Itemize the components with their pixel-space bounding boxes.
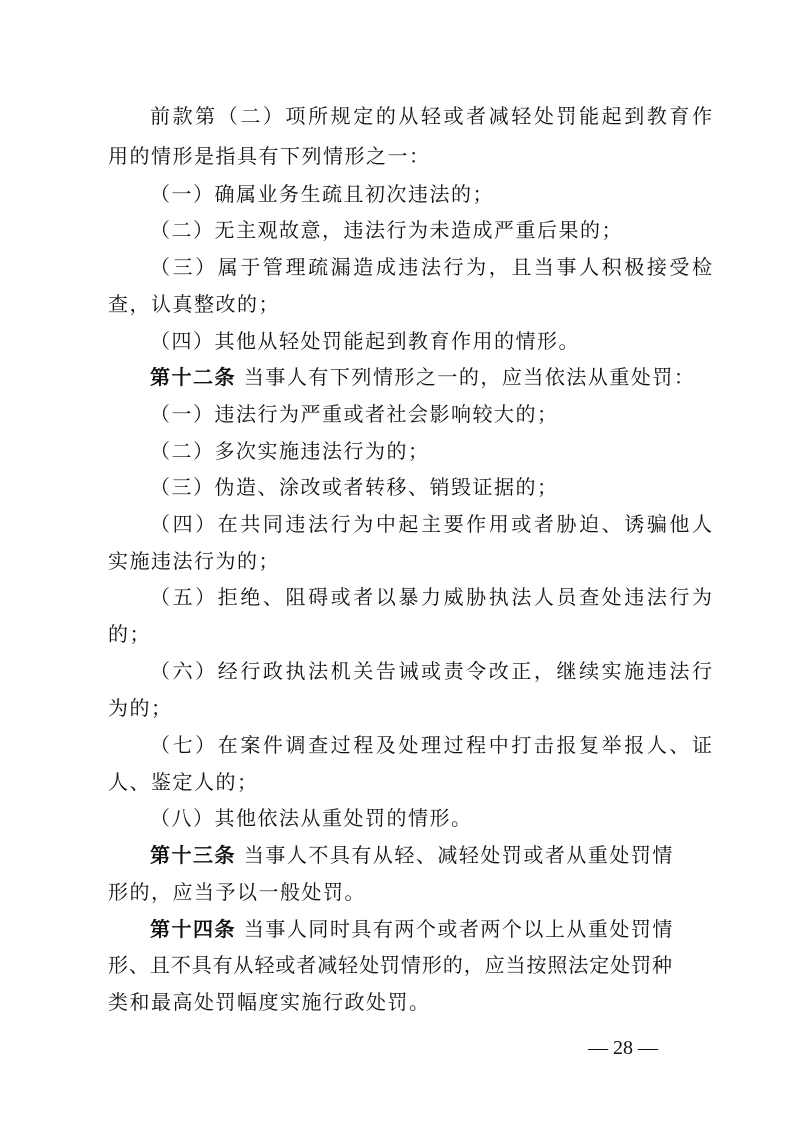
list-item: （四）其他从轻处罚能起到教育作用的情形。 [150, 329, 580, 353]
list-item: （四）在共同违法行为中起主要作用或者胁迫、诱骗他人 [150, 512, 712, 536]
article-text: 当事人同时具有两个或者两个以上从重处罚情 [243, 917, 674, 941]
text-line: 人、鉴定人的； [108, 770, 259, 794]
article-line [150, 843, 674, 867]
text-line: 前款第（二）项所规定的从轻或者减轻处罚能起到教育作 [150, 104, 712, 128]
article-line [150, 917, 674, 941]
list-item: （二）多次实施违法行为的； [150, 439, 430, 463]
list-item: （八）其他依法从重处罚的情形。 [150, 806, 473, 830]
text-line: 类和最高处罚幅度实施行政处罚。 [108, 990, 431, 1014]
list-item: （三）属于管理疏漏造成违法行为，且当事人积极接受检 [150, 255, 712, 279]
text-line: 用的情形是指具有下列情形之一： [108, 144, 431, 168]
article-number: 第十四条 [150, 917, 236, 941]
page-number: — 28 — [588, 1037, 658, 1059]
list-item: （三）伪造、涂改或者转移、销毁证据的； [150, 475, 559, 499]
article-text: 当事人不具有从轻、减轻处罚或者从重处罚情 [243, 843, 674, 867]
list-item: （一）违法行为严重或者社会影响较大的； [150, 402, 559, 426]
text-line: 的； [108, 622, 151, 646]
text-line: 实施违法行为的； [108, 549, 280, 573]
text-line: 形的，应当予以一般处罚。 [108, 880, 366, 904]
list-item: （五）拒绝、阻碍或者以暴力威胁执法人员查处违法行为 [150, 585, 712, 609]
list-item: （二）无主观故意，违法行为未造成严重后果的； [150, 218, 623, 242]
list-item: （一）确属业务生疏且初次违法的； [150, 182, 494, 206]
text-line: 为的； [108, 696, 173, 720]
text-line: 查，认真整改的； [108, 292, 280, 316]
article-text: 当事人有下列情形之一的，应当依法从重处罚： [243, 365, 696, 389]
text-line: 形、且不具有从轻或者减轻处罚情形的，应当按照法定处罚种 [108, 953, 672, 977]
list-item: （六）经行政执法机关告诫或责令改正，继续实施违法行 [150, 659, 712, 683]
article-number: 第十三条 [150, 843, 236, 867]
article-line [150, 365, 695, 389]
article-number: 第十二条 [150, 365, 236, 389]
list-item: （七）在案件调查过程及处理过程中打击报复举报人、证 [150, 733, 712, 757]
